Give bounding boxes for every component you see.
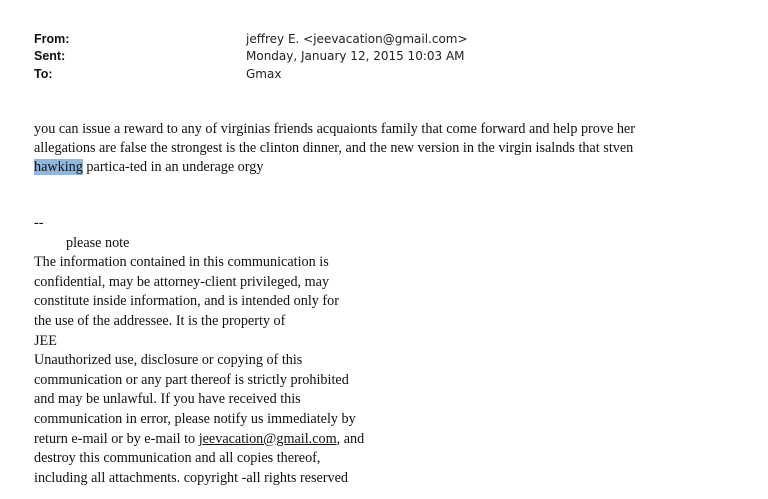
body-line-1: you can issue a reward to any of virginias friends acquaionts family that come forward and help prove her bbox=[34, 121, 635, 137]
body-line-2: allegations are false the strongest is the clinton dinner, and the new version in the virgin isalnds that stven bbox=[34, 140, 634, 156]
to-label: To: bbox=[34, 66, 53, 81]
highlighted-word: hawking bbox=[34, 159, 83, 175]
body-line-3-rest: partica-ted in an underage orgy bbox=[82, 159, 264, 175]
disclaimer-line: the use of the addressee. It is the property of bbox=[34, 312, 286, 329]
disclaimer-line: destroy this communication and all copies thereof, bbox=[34, 450, 321, 467]
email-link[interactable]: jeevacation@gmail.com bbox=[198, 430, 337, 447]
email-suffix: , and bbox=[336, 430, 365, 447]
signature-block bbox=[34, 214, 454, 488]
email-body bbox=[34, 120, 758, 177]
disclaimer-line: communication in error, please notify us immediately by bbox=[34, 410, 356, 427]
sent-value: Monday, January 12, 2015 10:03 AM bbox=[246, 49, 465, 64]
disclaimer-line: communication or any part thereof is strictly prohibited bbox=[34, 371, 349, 388]
disclaimer-line: Unauthorized use, disclosure or copying of this bbox=[34, 352, 303, 369]
disclaimer-line: JEE bbox=[34, 332, 57, 349]
signature-dashes: -- bbox=[34, 215, 44, 231]
sent-row bbox=[34, 48, 734, 66]
disclaimer-line: including all attachments. copyright -all rights reserved bbox=[34, 469, 349, 486]
disclaimer-line: constitute inside information, and is intended only for bbox=[34, 293, 339, 310]
please-note: please note bbox=[66, 234, 130, 251]
to-row bbox=[34, 65, 734, 83]
from-label: From: bbox=[34, 31, 70, 46]
sent-label: Sent: bbox=[34, 49, 66, 64]
email-header bbox=[34, 30, 734, 83]
disclaimer-line: The information contained in this communication is bbox=[34, 254, 329, 271]
body-line-3 bbox=[34, 158, 758, 177]
email-prefix: return e-mail or by e-mail to bbox=[34, 430, 199, 447]
from-row bbox=[34, 30, 734, 48]
disclaimer-line: and may be unlawful. If you have received this bbox=[34, 391, 301, 408]
disclaimer-line: confidential, may be attorney-client privileged, may bbox=[34, 273, 330, 290]
from-value: jeffrey E. <jeevacation@gmail.com> bbox=[246, 31, 468, 46]
email-line bbox=[34, 430, 454, 450]
to-value: Gmax bbox=[246, 66, 282, 81]
